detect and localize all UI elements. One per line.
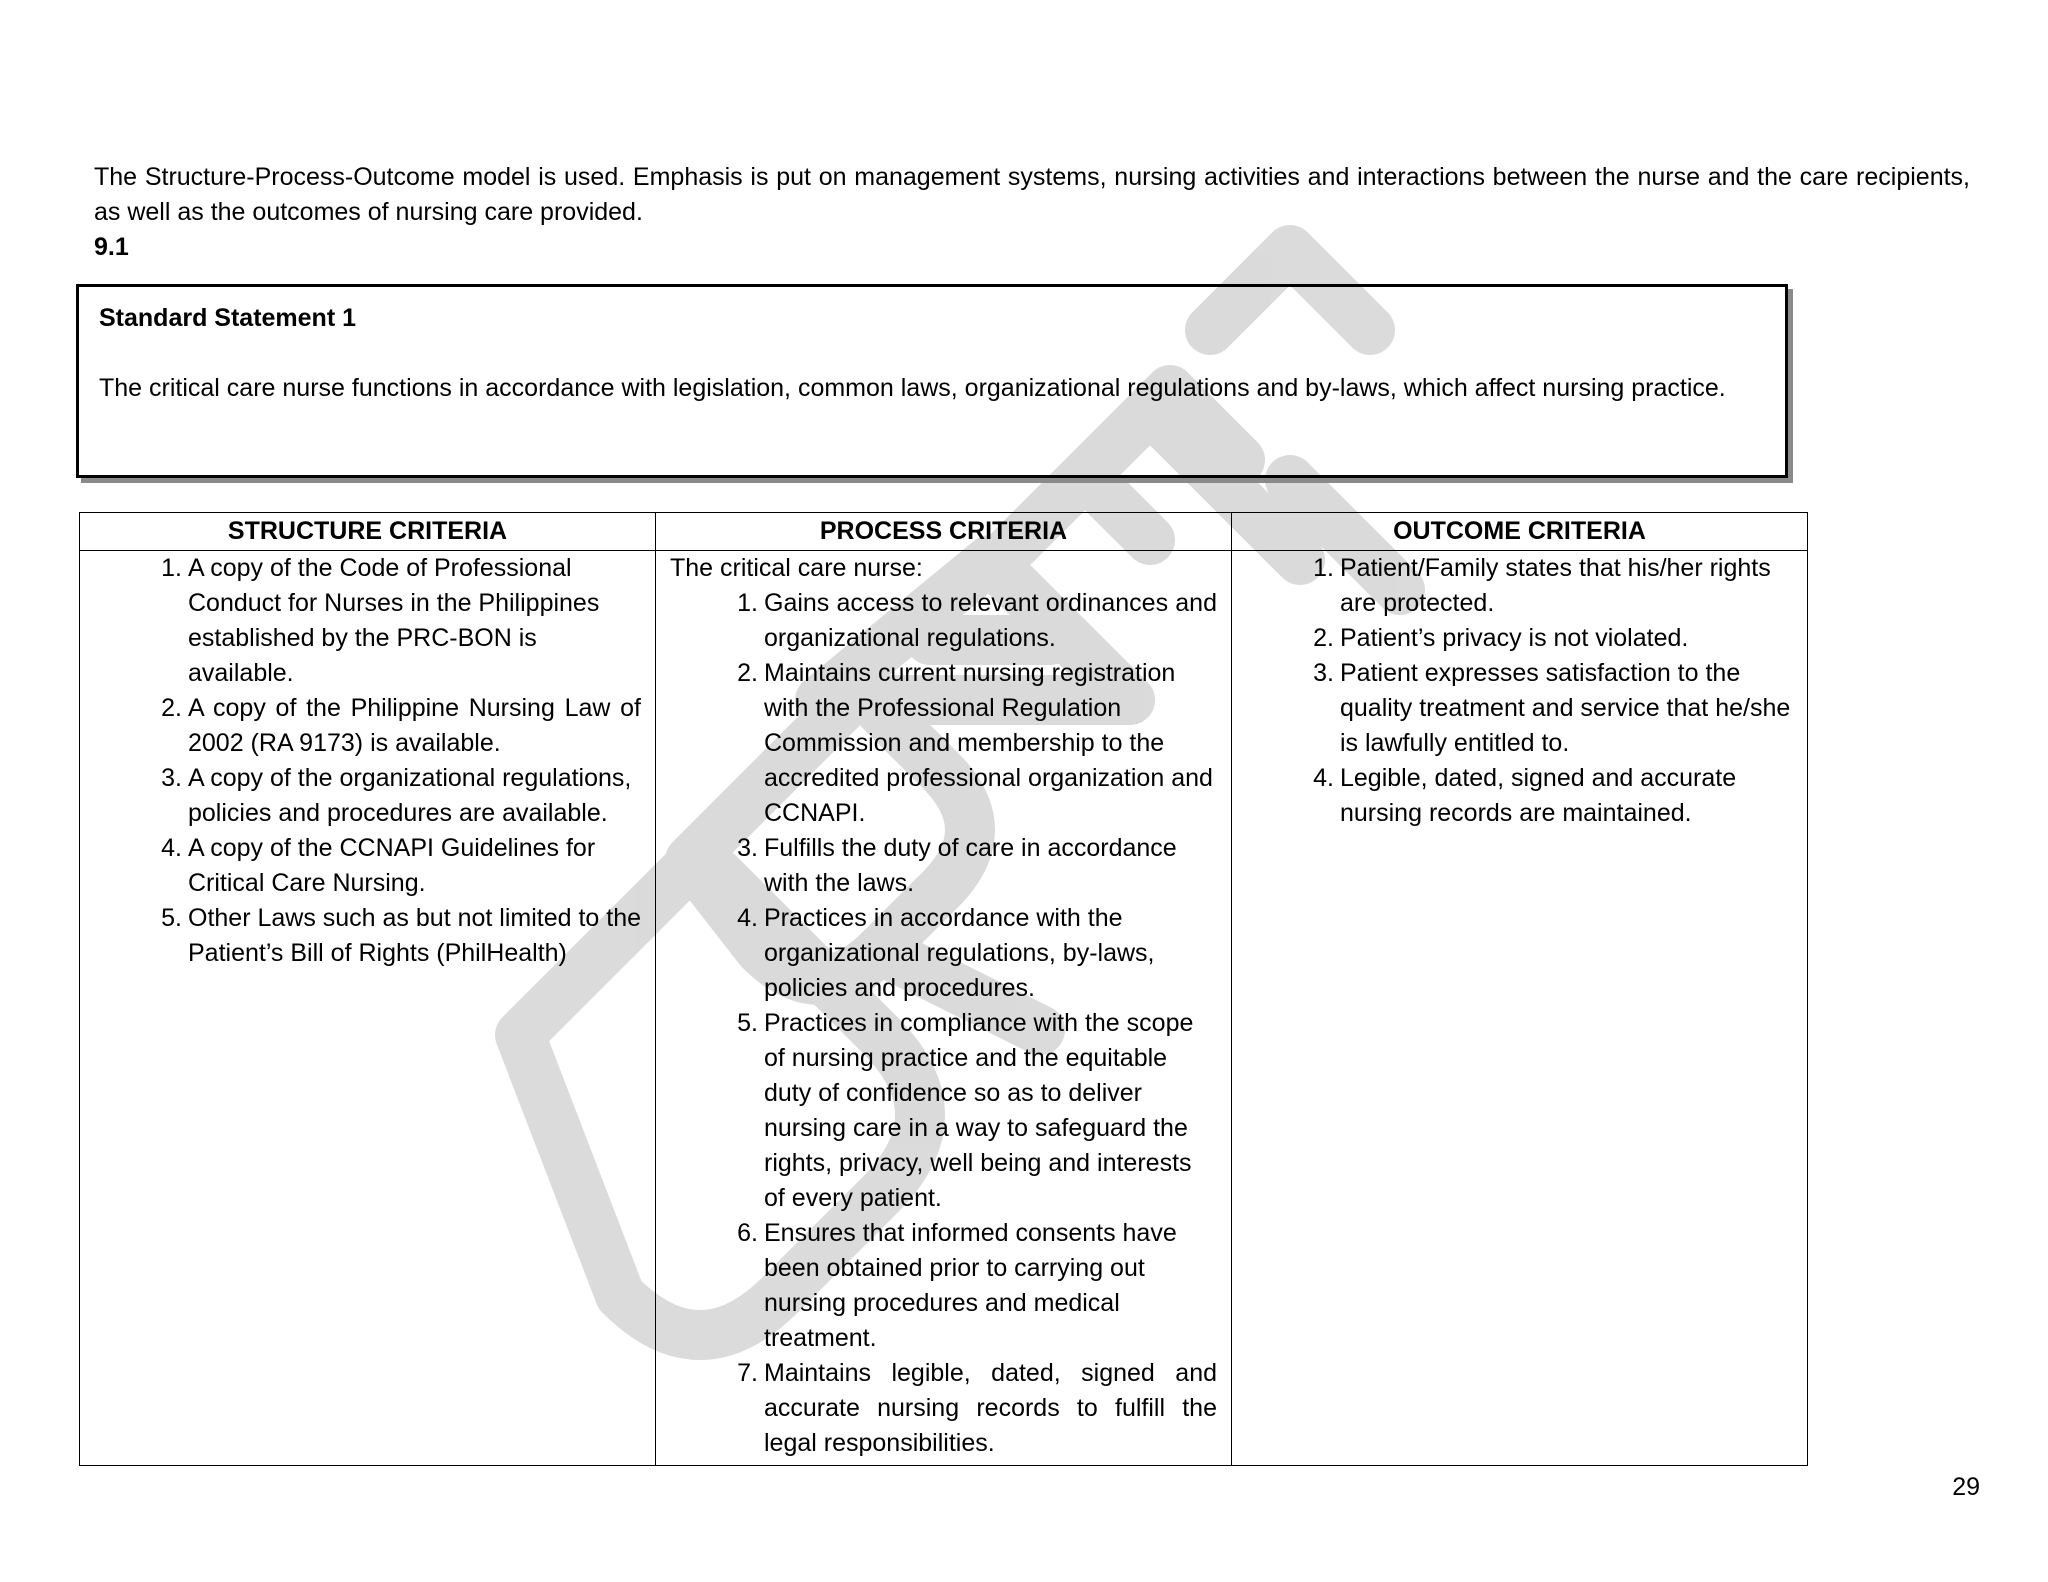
list-item	[1246, 621, 1793, 656]
list-item-text: Patient’s privacy is not violated.	[1340, 624, 1689, 652]
outcome-criteria-cell	[1232, 551, 1808, 1466]
list-item-number: 4.	[737, 904, 758, 932]
list-item	[94, 551, 641, 691]
list-item-text: A copy of the organizational regulations, policies and procedures are available.	[188, 764, 632, 827]
list-item-number: 1.	[161, 554, 182, 582]
process-criteria-list	[670, 586, 1217, 1461]
standard-statement-box	[76, 284, 1788, 478]
process-intro-text: The critical care nurse:	[670, 554, 923, 582]
list-item	[94, 691, 641, 761]
svg-text:DRAFT	[0, 0, 54, 4]
outcome-criteria-list	[1246, 551, 1793, 831]
list-item-number: 3.	[1313, 659, 1334, 687]
standard-title: Standard Statement 1	[99, 304, 357, 332]
list-item-text: A copy of the Philippine Nursing Law of 2002 (RA 9173) is available.	[188, 694, 641, 757]
list-item	[94, 761, 641, 831]
list-item-text: Ensures that informed consents have been obtained prior to carrying out nursing procedures and medical treatment.	[764, 1219, 1177, 1352]
list-item-number: 5.	[161, 904, 182, 932]
structure-criteria-cell	[80, 551, 656, 1466]
list-item-text: A copy of the CCNAPI Guidelines for Critical Care Nursing.	[188, 834, 596, 897]
list-item-number: 1.	[1313, 554, 1334, 582]
process-criteria-cell	[656, 551, 1232, 1466]
page-number: 29	[1952, 1473, 1980, 1501]
list-item	[670, 901, 1217, 1006]
list-item	[670, 1356, 1217, 1461]
list-item	[670, 831, 1217, 901]
list-item-number: 4.	[161, 834, 182, 862]
criteria-table	[79, 512, 1808, 1466]
list-item	[1246, 551, 1793, 621]
list-item	[670, 1216, 1217, 1356]
list-item	[1246, 656, 1793, 761]
list-item-number: 2.	[737, 659, 758, 687]
list-item	[94, 831, 641, 901]
list-item	[94, 901, 641, 971]
structure-criteria-list	[94, 551, 641, 971]
list-item-text: Maintains legible, dated, signed and accurate nursing records to fulfill the legal responsibilities.	[764, 1359, 1217, 1457]
standard-text: The critical care nurse functions in accordance with legislation, common laws, organizational regulations and by-laws, which affect nursing practice.	[99, 374, 1726, 402]
list-item-number: 1.	[737, 589, 758, 617]
list-item-number: 5.	[737, 1009, 758, 1037]
list-item-text: Other Laws such as but not limited to the Patient’s Bill of Rights (PhilHealth)	[188, 904, 642, 967]
list-item	[670, 586, 1217, 656]
list-item	[670, 656, 1217, 831]
list-item-text: A copy of the Code of Professional Conduct for Nurses in the Philippines established by the PRC-BON is available.	[188, 554, 600, 687]
list-item-text: Patient expresses satisfaction to the quality treatment and service that he/she is lawfully entitled to.	[1340, 659, 1791, 757]
list-item-text: Patient/Family states that his/her rights are protected.	[1340, 554, 1771, 617]
outcome-criteria-header: OUTCOME CRITERIA	[1232, 513, 1808, 551]
list-item-number: 3.	[161, 764, 182, 792]
list-item-number: 3.	[737, 834, 758, 862]
list-item-text: Fulfills the duty of care in accordance with the laws.	[764, 834, 1177, 897]
intro-paragraph: The Structure-Process-Outcome model is used. Emphasis is put on management systems, nursing activities and interactions between the nurse and the care recipients, as well as the outcomes of nursing care provided.	[94, 163, 1970, 226]
list-item-text: Gains access to relevant ordinances and organizational regulations.	[764, 589, 1217, 652]
list-item	[670, 1006, 1217, 1216]
process-criteria-header: PROCESS CRITERIA	[656, 513, 1232, 551]
list-item-text: Practices in accordance with the organizational regulations, by-laws, policies and procedures.	[764, 904, 1155, 1002]
list-item-number: 4.	[1313, 764, 1334, 792]
list-item-text: Legible, dated, signed and accurate nursing records are maintained.	[1340, 764, 1737, 827]
structure-criteria-header: STRUCTURE CRITERIA	[80, 513, 656, 551]
section-number: 9.1	[94, 233, 129, 261]
list-item-number: 6.	[737, 1219, 758, 1247]
list-item-text: Practices in compliance with the scope of nursing practice and the equitable duty of confidence so as to deliver nursing care in a way to safeguard the rights, privacy, well being and interests of every patient.	[764, 1009, 1194, 1212]
list-item	[1246, 761, 1793, 831]
criteria-header-row	[80, 513, 1808, 551]
list-item-number: 2.	[161, 694, 182, 722]
list-item-text: Maintains current nursing registration with the Professional Regulation Commission and membership to the accredited professional organization and CCNAPI.	[764, 659, 1213, 827]
list-item-number: 2.	[1313, 624, 1334, 652]
list-item-number: 7.	[737, 1359, 758, 1387]
criteria-body-row	[80, 551, 1808, 1466]
